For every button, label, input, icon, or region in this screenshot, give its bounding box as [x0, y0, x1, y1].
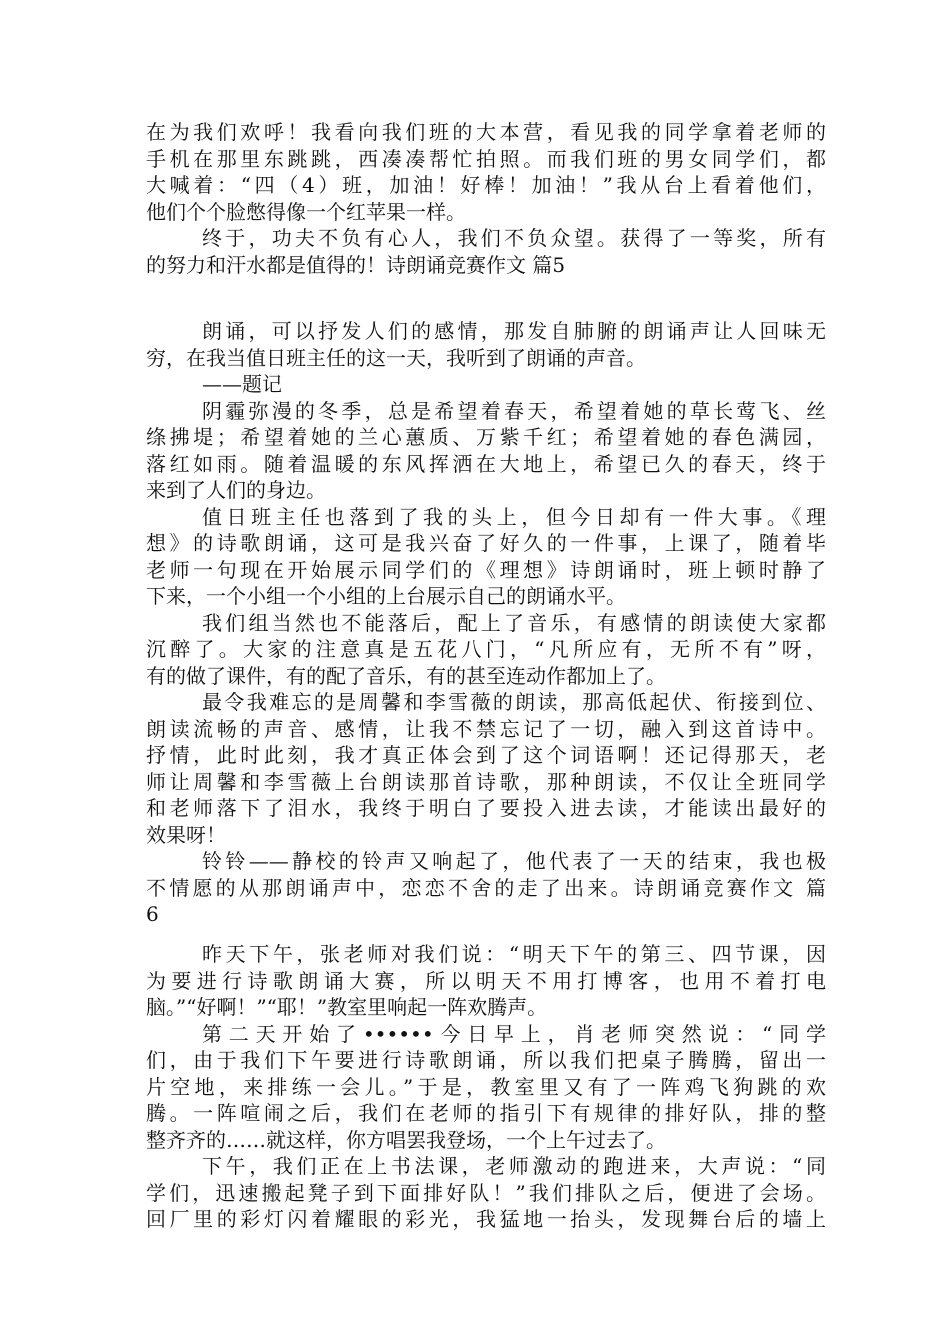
- text-line: 值日班主任也落到了我的头上，但今日却有一件大事。《理: [202, 504, 826, 529]
- text-line: 最令我难忘的是周馨和李雪薇的朗读，那高低起伏、衔接到位、: [202, 690, 826, 714]
- text-line: 回厂里的彩灯闪着耀眼的彩光，我猛地一抬头，发现舞台后的墙上: [146, 1207, 826, 1231]
- text-line: 效果呀！: [146, 822, 226, 847]
- text-line: 学们，迅速搬起凳子到下面排好队！”我们排队之后，便进了会场。: [146, 1180, 826, 1205]
- text-line: 第二天开始了••••••今日早上，肖老师突然说：“同学: [202, 1021, 826, 1046]
- text-line: 整齐齐的……就这样，你方唱罢我登场，一个上午过去了。: [146, 1127, 666, 1152]
- text-line: 有的做了课件，有的配了音乐，有的甚至连动作都加上了。: [146, 663, 666, 688]
- text-line: 朗诵，可以抒发人们的感情，那发自肺腑的朗诵声让人回味无: [202, 319, 826, 343]
- text-line: 和老师落下了泪水，我终于明白了要投入进去读，才能读出最好的: [146, 796, 826, 820]
- text-section-2: [146, 318, 826, 928]
- text-line: 铃铃——静校的铃声又响起了，他代表了一天的结束，我也极: [202, 849, 826, 873]
- text-line: 落红如雨。随着温暖的东风挥洒在大地上，希望已久的春天，终于: [146, 451, 826, 476]
- text-line: 大喊着：“四（4）班，加油！好棒！加油！”我从台上看着他们，: [146, 173, 826, 197]
- text-line: 下午，我们正在上书法课，老师激动的跑进来，大声说：“同: [202, 1154, 826, 1178]
- text-line: 来到了人们的身边。: [146, 478, 326, 502]
- text-line: 师让周馨和李雪薇上台朗读那首诗歌，那种朗读，不仅让全班同学: [146, 769, 826, 794]
- text-section-3: [146, 941, 826, 1233]
- text-line: 下来，一个小组一个小组的上台展示自己的朗诵水平。: [146, 584, 626, 608]
- text-line: 6: [146, 902, 159, 926]
- text-line: 为要进行诗歌朗诵大赛，所以明天不用打博客，也用不着打电: [146, 968, 826, 993]
- text-line: 不情愿的从那朗诵声中，恋恋不舍的走了出来。诗朗诵竞赛作文 篇: [146, 875, 826, 900]
- text-line: 阴霾弥漫的冬季，总是希望着春天，希望着她的草长莺飞、丝: [202, 398, 826, 423]
- text-section-1: [146, 119, 826, 278]
- text-line: ——题记: [202, 372, 282, 396]
- text-line: 他们个个脸憋得像一个红苹果一样。: [146, 199, 466, 224]
- text-line: 沉醉了。大家的注意真是五花八门，“凡所应有，无所不有”呀，: [146, 637, 826, 661]
- text-line: 抒情，此时此刻，我才真正体会到了这个词语啊！还记得那天，老: [146, 743, 826, 767]
- text-line: 在为我们欢呼！我看向我们班的大本营，看见我的同学拿着老师的: [146, 120, 826, 144]
- text-line: 片空地，来排练一会儿。”于是，教室里又有了一阵鸡飞狗跳的欢: [146, 1074, 826, 1099]
- text-line: 昨天下午，张老师对我们说：“明天下午的第三、四节课，因: [202, 942, 826, 966]
- text-line: 绦拂堤；希望着她的兰心蕙质、万紫千红；希望着她的春色满园，: [146, 425, 826, 449]
- text-line: 腾。一阵喧闹之后，我们在老师的指引下有规律的排好队，排的整: [146, 1101, 826, 1125]
- text-line: 脑。”“好啊！”“耶！”教室里响起一阵欢腾声。: [146, 995, 548, 1019]
- text-line: 想》的诗歌朗诵，这可是我兴奋了好久的一件事，上课了，随着毕: [146, 531, 826, 555]
- text-line: 老师一句现在开始展示同学们的《理想》诗朗诵时，班上顿时静了: [146, 557, 826, 582]
- text-line: 们，由于我们下午要进行诗歌朗诵，所以我们把桌子腾腾，留出一: [146, 1048, 826, 1072]
- text-line: 的努力和汗水都是值得的！诗朗诵竞赛作文 篇5: [146, 252, 566, 277]
- text-line: 我们组当然也不能落后，配上了音乐，有感情的朗读使大家都: [202, 610, 826, 635]
- text-line: 手机在那里东跳跳，西凑凑帮忙拍照。而我们班的男女同学们，都: [146, 146, 826, 171]
- text-line: 朗读流畅的声音、感情，让我不禁忘记了一切，融入到这首诗中。: [146, 716, 826, 741]
- text-line: 穷，在我当值日班主任的这一天，我听到了朗诵的声音。: [146, 345, 646, 370]
- text-line: 终于，功夫不负有心人，我们不负众望。获得了一等奖，所有: [202, 226, 826, 250]
